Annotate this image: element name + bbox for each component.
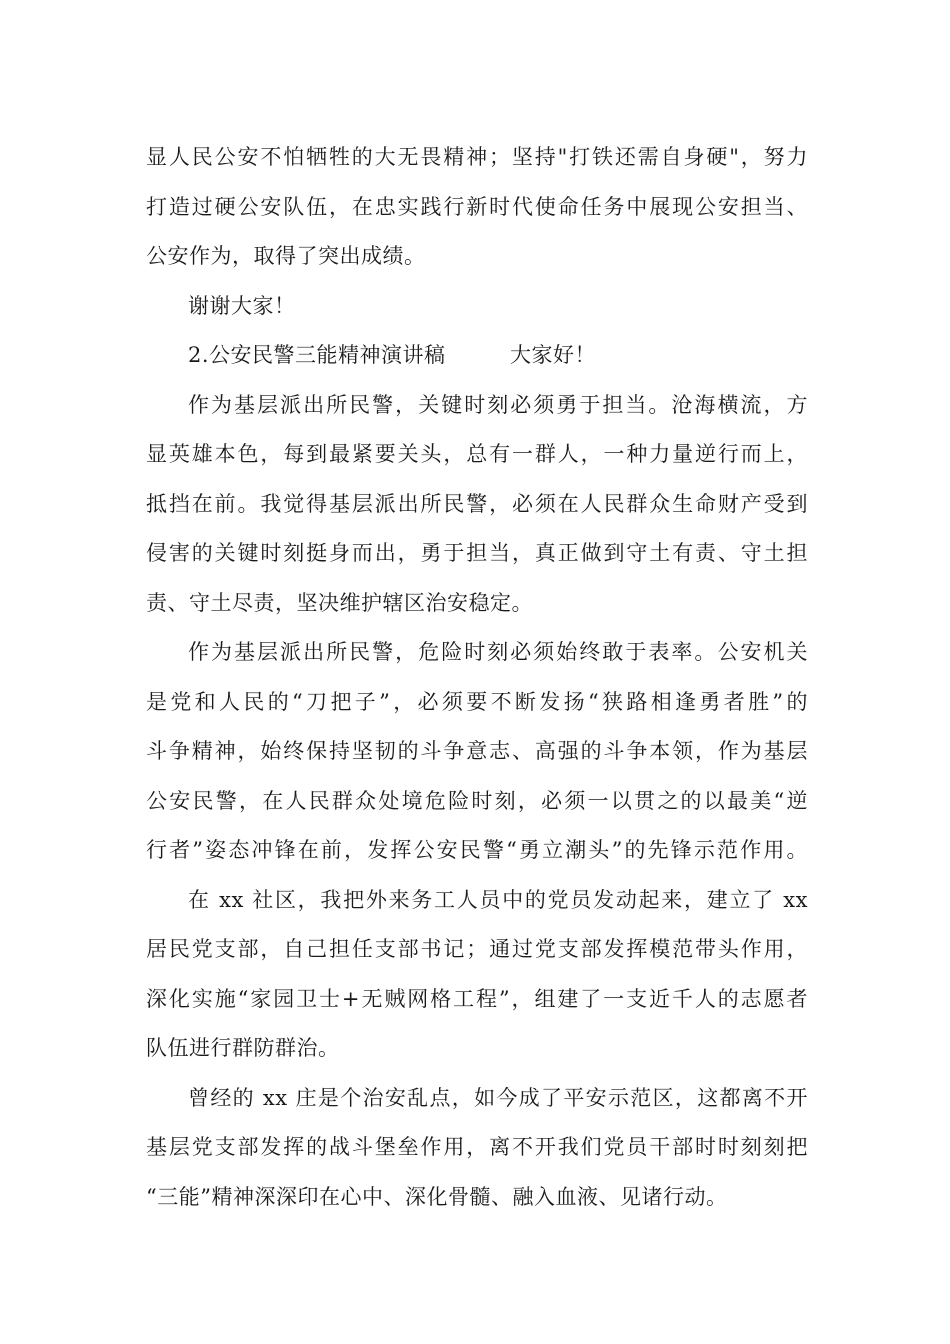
text-line: 深化实施“家园卫士+无贼网格工程”，组建了一支近千人的志愿者: [146, 986, 808, 1011]
text-line: 基层党支部发挥的战斗堡垒作用，离不开我们党员干部时时刻刻把: [146, 1135, 808, 1159]
text-line: 显人民公安不怕牺牲的大无畏精神；坚持"打铁还需自身硬"，努力: [146, 145, 808, 169]
text-line: 谢谢大家！: [188, 293, 296, 318]
text-line: 打造过硬公安队伍，在忠实践行新时代使命任务中展现公安担当、: [146, 194, 808, 219]
paragraph-thanks: [146, 282, 808, 332]
text-line: 是党和人民的“刀把子”，必须要不断发扬“狭路相逢勇者胜”的: [146, 689, 808, 714]
text-line: 责、守土尽责，坚决维护辖区治安稳定。: [146, 590, 533, 615]
text-line: 行者”姿态冲锋在前，发挥公安民警“勇立潮头”的先锋示范作用。: [146, 838, 808, 862]
text-line: 侵害的关键时刻挺身而出，勇于担当，真正做到守土有责、守土担: [146, 541, 808, 565]
text-line: 曾经的 xx 庄是个治安乱点，如今成了平安示范区，这都离不开: [188, 1085, 808, 1110]
text-line: 抵挡在前。我觉得基层派出所民警，必须在人民群众生命财产受到: [146, 491, 808, 516]
text-line: 作为基层派出所民警，危险时刻必须始终敢于表率。公安机关: [188, 640, 808, 664]
text-line: 队伍进行群防群治。: [146, 1036, 340, 1060]
paragraph-4: [146, 876, 808, 1074]
text-line: 显英雄本色，每到最紧要关头，总有一群人，一种力量逆行而上，: [146, 442, 808, 466]
text-line: 作为基层派出所民警，关键时刻必须勇于担当。沧海横流，方: [188, 392, 808, 417]
heading-line: 2.公安民警三能精神演讲稿 大家好！: [188, 343, 597, 367]
section-heading: [146, 331, 808, 381]
text-line: “三能”精神深深印在心中、深化骨髓、融入血液、见诸行动。: [146, 1184, 728, 1209]
text-line: 斗争精神，始终保持坚韧的斗争意志、高强的斗争本领，作为基层: [146, 739, 808, 763]
text-line: 公安作为，取得了突出成绩。: [146, 244, 426, 268]
paragraph-1: [146, 133, 808, 282]
paragraph-5: [146, 1074, 808, 1223]
text-line: 居民党支部，自己担任支部书记；通过党支部发挥模范带头作用，: [146, 937, 808, 961]
paragraph-2: [146, 381, 808, 629]
text-line: 在 xx 社区，我把外来务工人员中的党员发动起来，建立了 xx: [188, 887, 808, 912]
document-body: [146, 133, 808, 1222]
text-line: 公安民警，在人民群众处境危险时刻，必须一以贯之的以最美“逆: [146, 788, 808, 813]
paragraph-3: [146, 628, 808, 876]
